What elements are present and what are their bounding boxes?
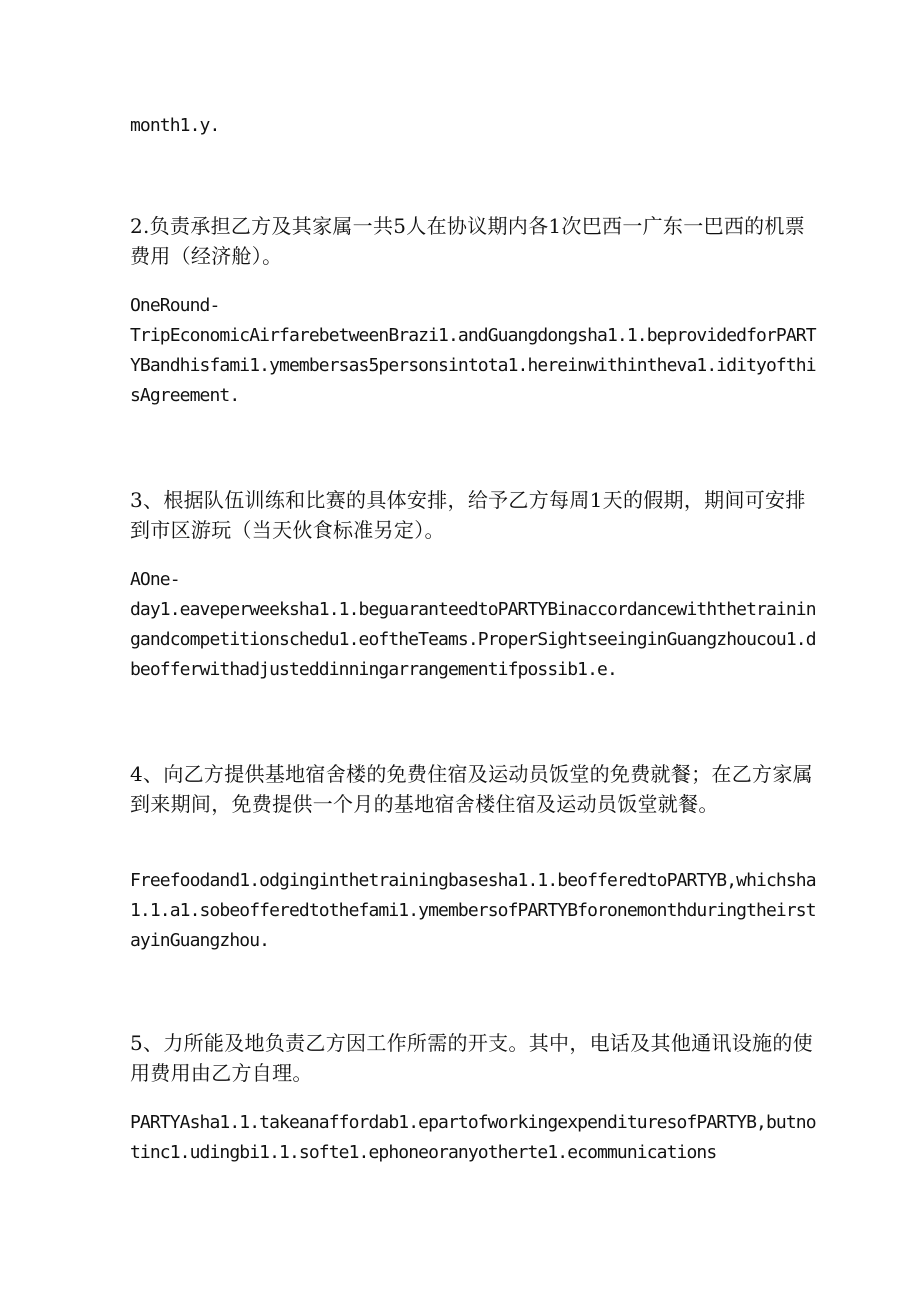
- paragraph-item-2-english: OneRound- TripEconomicAirfarebetweenBrazi1.andGuangdongsha1.1.beprovidedforPARTYBandhisfami1.ymembersas5personsintota1.hereinwithintheva1.idityofthisAgreement.: [130, 295, 816, 406]
- paragraph-item-3-chinese: 3、根据队伍训练和比赛的具体安排，给予乙方每周1天的假期，期间可安排到市区游玩（当天伙食标准另定）。: [130, 488, 806, 542]
- paragraph-item-5-english: PARTYAsha1.1.takeanaffordab1.epartofworkingexpendituresofPARTYB,butnotinc1.udingbi1.1.softe1.ephoneoranyotherte1.ecommunications: [130, 1112, 816, 1163]
- paragraph-item-4-chinese: 4、向乙方提供基地宿舍楼的免费住宿及运动员饭堂的免费就餐；在乙方家属到来期间，免费提供一个月的基地宿舍楼住宿及运动员饭堂就餐。: [130, 762, 813, 816]
- paragraph-item-4-english: Freefoodand1.odginginthetrainingbasesha1.1.beofferedtoPARTYB,whichsha1.1.a1.sobeofferedtothefami1.ymembersofPARTYBforonemonthduringtheirstayinGuangzhou.: [130, 870, 816, 951]
- paragraph-item-2-chinese: 2.负责承担乙方及其家属一共5人在协议期内各1次巴西一广东一巴西的机票费用（经济舱）。: [130, 214, 806, 268]
- paragraph-item-5-chinese: 5、力所能及地负责乙方因工作所需的开支。其中，电话及其他通讯设施的使用费用由乙方自理。: [130, 1031, 813, 1085]
- paragraph-item-3-english: AOne- day1.eaveperweeksha1.1.beguaranteedtoPARTYBinaccordancewiththetrainingandcompetitionschedu1.eoftheTeams.ProperSightseeinginGuangzhoucou1.dbeofferwithadjusteddinningarrangementifpossib1.e.: [130, 569, 816, 680]
- paragraph-month-fragment: month1.y.: [130, 115, 220, 136]
